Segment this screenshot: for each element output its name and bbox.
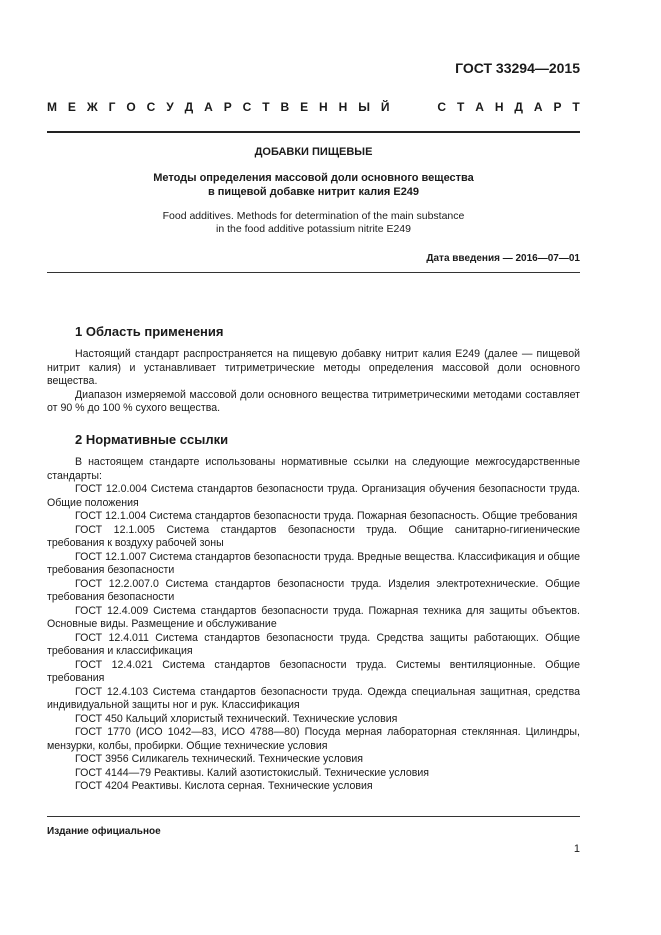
banner-letter: Е — [67, 100, 76, 114]
reference-item: ГОСТ 12.4.103 Система стандартов безопасности труда. Одежда специальная защитная, средства индивидуальной защиты ног и рук. Классификация — [47, 685, 580, 711]
english-subtitle — [47, 210, 580, 236]
banner-letter: Н — [319, 100, 328, 114]
banner-letter: Д — [514, 100, 523, 114]
introduction-date: Дата введения — 2016—07—01 — [426, 253, 580, 264]
reference-item: ГОСТ 450 Кальций хлористый технический. Технические условия — [75, 712, 398, 725]
reference-item: ГОСТ 12.1.007 Система стандартов безопасности труда. Вредные вещества. Классификация и общие требования безопасности — [47, 550, 580, 576]
banner-letter: Н — [338, 100, 348, 114]
banner-letter: Г — [108, 100, 116, 114]
reference-item: ГОСТ 4204 Реактивы. Кислота серная. Технические условия — [75, 780, 373, 792]
reference-item: ГОСТ 1770 (ИСО 1042—83, ИСО 4788—80) Посуда мерная лабораторная стеклянная. Цилиндры, мензурки, колбы, пробирки. Общие технические условия — [47, 726, 580, 752]
document-code: ГОСТ 33294—2015 — [455, 60, 580, 76]
section-2-heading: 2 Нормативные ссылки — [75, 432, 229, 447]
banner-letter: С — [242, 100, 252, 114]
date-rule — [47, 272, 580, 273]
reference-item: ГОСТ 12.4.021 Система стандартов безопасности труда. Системы вентиляционные. Общие требования — [47, 658, 580, 684]
banner-gap — [400, 100, 426, 114]
reference-item: ГОСТ 12.0.004 Система стандартов безопасности труда. Организация обучения безопасности труда. Общие положения — [47, 483, 580, 509]
banner-letter: Р — [553, 100, 562, 114]
banner-letter: Т — [456, 100, 465, 114]
russian-subtitle-line-2: в пищевой добавке нитрит калия Е249 — [207, 186, 420, 198]
section-1-paragraph: Настоящий стандарт распространяется на пищевую добавку нитрит калия Е249 (далее — пищевой нитрит калия) и устанавливает титриметрические методы определения массовой доли основного вещества. — [47, 348, 580, 387]
russian-subtitle-line-1: Методы определения массовой доли основного вещества — [153, 172, 474, 184]
reference-item: ГОСТ 12.1.004 Система стандартов безопасности труда. Пожарная безопасность. Общие требования — [75, 510, 578, 522]
banner-letter: С — [437, 100, 447, 114]
english-subtitle-line-1: Food additives. Methods for determination of the main substance — [162, 210, 465, 222]
banner-letter: В — [280, 100, 290, 114]
russian-subtitle — [47, 171, 580, 199]
reference-item: ГОСТ 12.4.011 Система стандартов безопасности труда. Средства защиты работающих. Общие требования и классификация — [47, 631, 580, 657]
banner-letter: Т — [572, 100, 580, 114]
interstate-standard-banner — [47, 100, 580, 114]
banner-letter: Е — [300, 100, 309, 114]
section-1-paragraph: Диапазон измеряемой массовой доли основного вещества титриметрическими методами составляет от 90 % до 100 % сухого вещества. — [47, 388, 580, 414]
section-1-heading: 1 Область применения — [75, 324, 224, 339]
banner-letter: С — [146, 100, 156, 114]
banner-letter: Н — [494, 100, 504, 114]
banner-letter: Ж — [86, 100, 98, 114]
footer-rule — [47, 816, 580, 817]
banner-letter: Й — [380, 100, 390, 114]
banner-letter: А — [475, 100, 484, 114]
reference-item: ГОСТ 12.2.007.0 Система стандартов безопасности труда. Изделия электротехнические. Общие требования безопасности — [47, 577, 580, 603]
header-rule — [47, 131, 580, 133]
banner-letter: Ы — [358, 100, 370, 114]
banner-letter: Т — [262, 100, 270, 114]
banner-letter: А — [533, 100, 543, 114]
document-title: ДОБАВКИ ПИЩЕВЫЕ — [254, 146, 373, 158]
reference-item: ГОСТ 4144—79 Реактивы. Калий азотистокислый. Технические условия — [75, 766, 429, 779]
reference-item: ГОСТ 12.4.009 Система стандартов безопасности труда. Пожарная техника для защиты объектов. Основные виды. Размещение и обслуживание — [47, 604, 580, 630]
section-1-body — [47, 348, 580, 416]
banner-letter: О — [126, 100, 136, 114]
reference-item: ГОСТ 12.1.005 Система стандартов безопасности труда. Общие санитарно-гигиенические требования к воздуху рабочей зоны — [47, 523, 580, 549]
page-number: 1 — [573, 843, 580, 855]
banner-letter: Д — [184, 100, 194, 114]
section-2-body — [47, 456, 580, 794]
section-2-intro: В настоящем стандарте использованы нормативные ссылки на следующие межгосударственные стандарты: — [47, 456, 580, 482]
edition-label: Издание официальное — [47, 826, 161, 837]
english-subtitle-line-2: in the food additive potassium nitrite E249 — [216, 223, 411, 235]
banner-letter: У — [166, 100, 174, 114]
banner-letter: А — [204, 100, 213, 114]
banner-letter: Р — [223, 100, 232, 114]
banner-letter: М — [47, 100, 57, 114]
reference-item: ГОСТ 3956 Силикагель технический. Технические условия — [75, 753, 364, 765]
